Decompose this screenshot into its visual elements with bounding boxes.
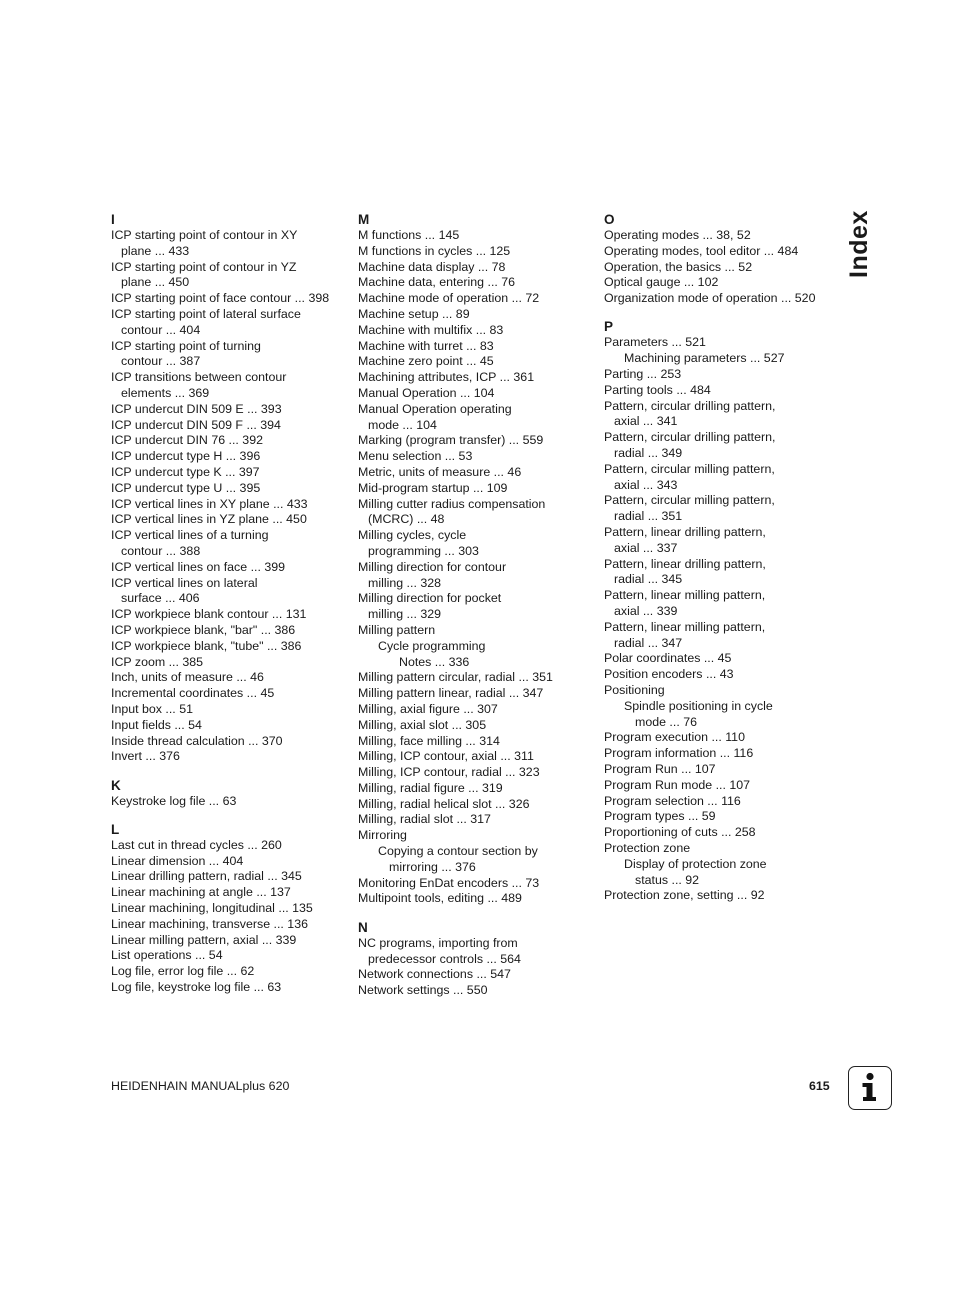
- index-entry-line: Log file, error log file ... 62: [111, 964, 255, 979]
- section-spacer: [604, 307, 834, 319]
- index-entry-line: Milling, axial slot ... 305: [358, 717, 487, 732]
- index-entry-line: ICP undercut type H ... 396: [111, 449, 261, 464]
- index-entry-line: Linear machining at angle ... 137: [111, 885, 291, 900]
- index-subentry-line: plane ... 450: [121, 275, 190, 290]
- index-subentry-line: status ... 92: [635, 872, 700, 887]
- index-entry-line: Optical gauge ... 102: [604, 275, 719, 290]
- index-letter-heading: L: [111, 821, 120, 837]
- index-entry-line: ICP undercut DIN 509 F ... 394: [111, 417, 281, 432]
- index-entry-line: Machining attributes, ICP ... 361: [358, 370, 535, 385]
- index-entry-line: ICP undercut type U ... 395: [111, 480, 261, 495]
- index-entry-line: Milling, ICP contour, axial ... 311: [358, 749, 534, 764]
- index-subentry-line: axial ... 341: [614, 414, 678, 429]
- index-entry-line: List operations ... 54: [111, 948, 223, 963]
- index-entry-line: Program selection ... 116: [604, 793, 741, 808]
- index-entry-line: Operation, the basics ... 52: [604, 259, 753, 274]
- index-entry-line: Pattern, circular drilling pattern,: [604, 398, 776, 413]
- index-entry-line: M functions ... 145: [358, 228, 460, 242]
- section-spacer: [358, 907, 598, 919]
- index-entry-line: Program Run mode ... 107: [604, 777, 751, 792]
- index-entry-line: Milling pattern: [358, 622, 436, 637]
- index-subentry-line: contour ... 388: [121, 543, 201, 558]
- index-entry-line: Milling, radial helical slot ... 326: [358, 796, 530, 811]
- index-entry-line: Program execution ... 110: [604, 730, 745, 745]
- index-entry-line: Polar coordinates ... 45: [604, 651, 732, 666]
- index-subentry-line: mirroring ... 376: [389, 859, 476, 874]
- index-entry-line: Proportioning of cuts ... 258: [604, 825, 756, 840]
- index-entry-line: Monitoring EnDat encoders ... 73: [358, 875, 540, 890]
- index-entry-line: Machine data display ... 78: [358, 259, 506, 274]
- side-title-text: Index: [845, 210, 873, 278]
- index-entry-line: Milling cycles, cycle: [358, 528, 467, 543]
- index-subentry-line: Cycle programming: [378, 638, 486, 653]
- index-subentry-line: axial ... 337: [614, 540, 678, 555]
- index-entry-line: Parting ... 253: [604, 367, 682, 382]
- side-tab-title: [839, 208, 879, 278]
- index-entry-line: Inch, units of measure ... 46: [111, 670, 264, 685]
- index-entry-line: Keystroke log file ... 63: [111, 793, 237, 808]
- index-entry-line: Mid-program startup ... 109: [358, 480, 508, 495]
- index-letter-heading: K: [111, 777, 121, 793]
- index-entry-line: Manual Operation ... 104: [358, 385, 495, 400]
- index-entry-line: Pattern, linear milling pattern,: [604, 588, 766, 603]
- index-entry-line: Linear drilling pattern, radial ... 345: [111, 869, 302, 884]
- footer-page-number: 615: [809, 1079, 830, 1093]
- index-subentry-line: radial ... 349: [614, 446, 683, 461]
- index-entry-line: Protection zone: [604, 840, 691, 855]
- index-entry-line: Network settings ... 550: [358, 983, 488, 998]
- index-entry-line: Pattern, circular milling pattern,: [604, 493, 775, 508]
- index-entry-line: Milling, ICP contour, radial ... 323: [358, 765, 540, 780]
- index-subentry-line: predecessor controls ... 564: [368, 951, 521, 966]
- index-entry-line: Pattern, linear drilling pattern,: [604, 525, 766, 540]
- index-entry-line: Operating modes ... 38, 52: [604, 228, 751, 242]
- index-entry-line: ICP starting point of face contour ... 398: [111, 291, 330, 306]
- index-entry-line: Machine setup ... 89: [358, 306, 470, 321]
- index-entry-line: ICP starting point of contour in YZ: [111, 259, 297, 274]
- index-entry-line: Mirroring: [358, 828, 407, 843]
- index-entry-line: ICP transitions between contour: [111, 370, 287, 385]
- index-entry-line: Milling cutter radius compensation: [358, 496, 546, 511]
- index-entry-line: Menu selection ... 53: [358, 449, 473, 464]
- index-entry-line: ICP vertical lines in XY plane ... 433: [111, 496, 308, 511]
- index-subentry-line: mode ... 104: [368, 417, 437, 432]
- index-column-3: [604, 211, 834, 904]
- index-entry-line: Program Run ... 107: [604, 762, 716, 776]
- index-entry-line: Machine zero point ... 45: [358, 354, 494, 369]
- index-entry-line: Input box ... 51: [111, 701, 193, 716]
- index-subentry-line: radial ... 347: [614, 635, 683, 650]
- section-spacer: [111, 809, 351, 821]
- index-entry-line: Pattern, circular milling pattern,: [604, 461, 775, 476]
- index-entry-line: Marking (program transfer) ... 559: [358, 433, 544, 448]
- index-entry-line: Parameters ... 521: [604, 335, 706, 350]
- index-entry-line: Program information ... 116: [604, 746, 754, 761]
- index-entry-line: ICP undercut DIN 76 ... 392: [111, 433, 263, 448]
- index-entry-line: M functions in cycles ... 125: [358, 243, 511, 258]
- index-subentry-line: Copying a contour section by: [378, 844, 538, 859]
- index-entry-line: Position encoders ... 43: [604, 667, 734, 682]
- index-entry-line: Pattern, linear drilling pattern,: [604, 556, 766, 571]
- index-entry-line: Metric, units of measure ... 46: [358, 464, 522, 479]
- index-entry-line: Pattern, circular drilling pattern,: [604, 430, 776, 445]
- index-entry-line: Protection zone, setting ... 92: [604, 888, 765, 903]
- index-entry-line: ICP vertical lines on lateral: [111, 575, 258, 590]
- index-subentry-line: contour ... 404: [121, 322, 201, 337]
- index-letter-heading: P: [604, 319, 614, 335]
- index-subentry-line: Display of protection zone: [624, 856, 767, 871]
- index-subentry-line: milling ... 328: [368, 575, 442, 590]
- index-entry-line: Positioning: [604, 683, 665, 698]
- index-entry-line: Organization mode of operation ... 520: [604, 291, 816, 306]
- index-subentry-line: Machining parameters ... 527: [624, 351, 785, 366]
- index-letter-heading: I: [111, 212, 115, 227]
- index-entry-line: ICP undercut type K ... 397: [111, 464, 260, 479]
- index-entry-line: Milling direction for contour: [358, 559, 507, 574]
- index-letter-heading: M: [358, 212, 370, 227]
- index-entry-line: Manual Operation operating: [358, 401, 512, 416]
- index-entry-line: ICP zoom ... 385: [111, 654, 204, 669]
- index-subentry-line: programming ... 303: [368, 543, 479, 558]
- index-entry-line: Operating modes, tool editor ... 484: [604, 243, 799, 258]
- index-entry-line: Input fields ... 54: [111, 717, 202, 732]
- index-entry-line: Linear dimension ... 404: [111, 853, 244, 868]
- index-letter-heading: O: [604, 212, 615, 227]
- index-entry-line: Linear machining, longitudinal ... 135: [111, 901, 313, 916]
- index-entry-line: Machine with multifix ... 83: [358, 322, 504, 337]
- index-entry-line: Milling pattern linear, radial ... 347: [358, 686, 544, 701]
- index-entry-line: ICP vertical lines of a turning: [111, 528, 269, 543]
- index-subentry-line: plane ... 433: [121, 243, 190, 258]
- index-entry-line: Network connections ... 547: [358, 967, 511, 982]
- index-entry-line: ICP starting point of lateral surface: [111, 306, 301, 321]
- index-entry-line: Multipoint tools, editing ... 489: [358, 891, 522, 906]
- index-subentry-line: Notes ... 336: [399, 654, 470, 669]
- index-subentry-line: axial ... 343: [614, 477, 678, 492]
- index-entry-line: Last cut in thread cycles ... 260: [111, 837, 282, 852]
- index-subentry-line: mode ... 76: [635, 714, 697, 729]
- index-subentry-line: Spindle positioning in cycle: [624, 698, 773, 713]
- index-subentry-line: axial ... 339: [614, 604, 678, 619]
- index-subentry-line: radial ... 351: [614, 509, 683, 524]
- index-entry-line: Linear machining, transverse ... 136: [111, 916, 308, 931]
- index-entry-line: ICP undercut DIN 509 E ... 393: [111, 401, 282, 416]
- index-entry-line: Linear milling pattern, axial ... 339: [111, 932, 297, 947]
- index-entry-line: Milling, radial slot ... 317: [358, 812, 491, 827]
- index-subentry-line: milling ... 329: [368, 607, 442, 622]
- index-entry-line: Milling, radial figure ... 319: [358, 780, 503, 795]
- index-entry-line: Program types ... 59: [604, 809, 716, 824]
- index-entry-line: ICP vertical lines on face ... 399: [111, 559, 286, 574]
- index-entry-line: Log file, keystroke log file ... 63: [111, 980, 282, 995]
- index-entry-line: Milling, face milling ... 314: [358, 733, 500, 748]
- index-entry-line: Milling pattern circular, radial ... 351: [358, 670, 553, 685]
- index-entry-line: Incremental coordinates ... 45: [111, 686, 275, 701]
- index-entry-line: Invert ... 376: [111, 749, 180, 764]
- index-entry-line: ICP starting point of turning: [111, 338, 261, 353]
- index-entry-line: Milling direction for pocket: [358, 591, 502, 606]
- index-entry-line: Machine mode of operation ... 72: [358, 291, 540, 306]
- index-entry-line: ICP workpiece blank, "bar" ... 386: [111, 622, 296, 637]
- index-entry-line: ICP starting point of contour in XY: [111, 228, 298, 242]
- index-column-2: [358, 211, 598, 999]
- index-subentry-line: (MCRC) ... 48: [368, 512, 445, 527]
- index-entry-line: Machine data, entering ... 76: [358, 275, 516, 290]
- index-entry-line: ICP vertical lines in YZ plane ... 450: [111, 512, 307, 527]
- index-subentry-line: contour ... 387: [121, 354, 201, 369]
- index-entry-line: Milling, axial figure ... 307: [358, 701, 498, 716]
- index-entry-line: Inside thread calculation ... 370: [111, 733, 283, 748]
- index-subentry-line: radial ... 345: [614, 572, 683, 587]
- index-letter-heading: N: [358, 919, 368, 935]
- info-icon: [848, 1066, 892, 1110]
- footer-manual-name: HEIDENHAIN MANUALplus 620: [111, 1079, 290, 1093]
- index-entry-line: NC programs, importing from: [358, 935, 518, 950]
- index-entry-line: ICP workpiece blank, "tube" ... 386: [111, 638, 302, 653]
- section-spacer: [111, 765, 351, 777]
- index-entry-line: ICP workpiece blank contour ... 131: [111, 607, 307, 622]
- index-entry-line: Pattern, linear milling pattern,: [604, 619, 766, 634]
- index-entry-line: Parting tools ... 484: [604, 382, 711, 397]
- index-entry-line: Machine with turret ... 83: [358, 338, 494, 353]
- index-column-1: [111, 211, 351, 996]
- index-subentry-line: surface ... 406: [121, 591, 200, 606]
- index-subentry-line: elements ... 369: [121, 385, 210, 400]
